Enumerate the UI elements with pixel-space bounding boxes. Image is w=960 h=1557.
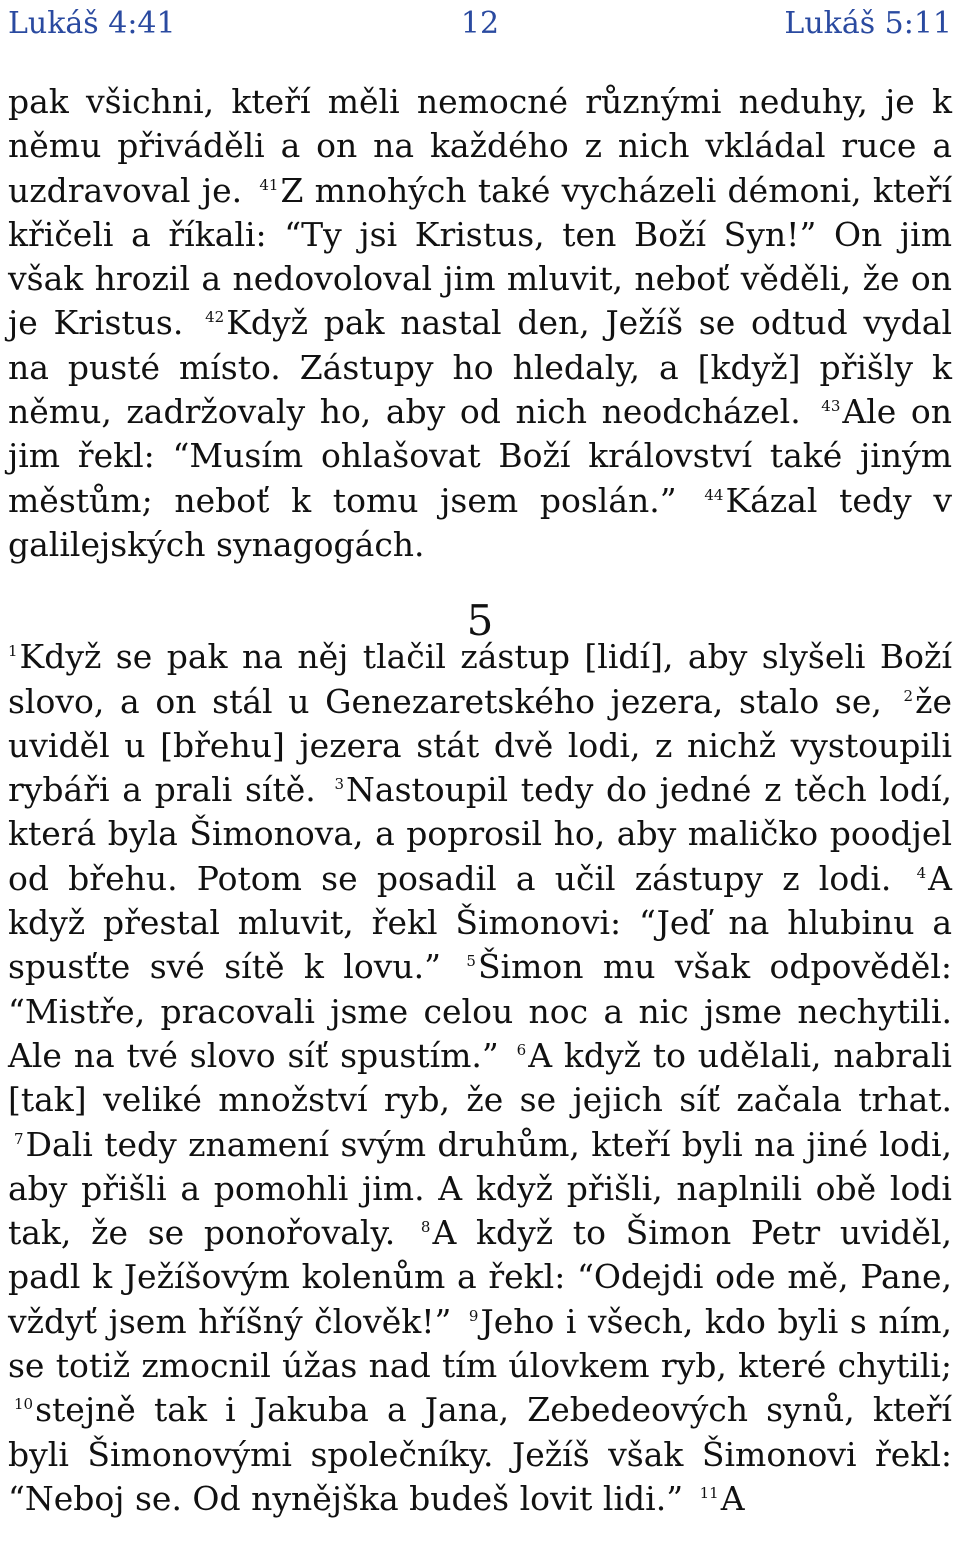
verse-number: 6 — [516, 1040, 527, 1059]
verse-text: Z mnohých také vycházeli démoni, kteří křičeli a říkali: “Ty jsi Kristus, ten Boží Syn!” On jim však hrozil a nedovoloval jim mluvit, neboť věděli, že on je Kristus. — [8, 170, 952, 343]
verse-number: 3 — [334, 775, 345, 794]
verse-number: 2 — [903, 686, 914, 705]
verse-number: 42 — [205, 308, 225, 327]
verse-number: 5 — [466, 952, 476, 971]
verse-number: 9 — [468, 1306, 479, 1325]
verse-text: Když se pak na něj tlačil zástup [lidí], aby slyšeli Boží slovo, a on stál u Genezaretského jezera, stalo se, — [8, 637, 952, 721]
verse-number: 7 — [14, 1129, 24, 1148]
verse-text: stejně tak i Jakuba a Jana, Zebedeových synů, kteří byli Šimonovými společníky. Ježíš však Šimonovi řekl: “Neboj se. Od nynějška budeš lovit lidi.” — [8, 1390, 952, 1518]
page-number: 12 — [460, 6, 500, 41]
running-header — [8, 2, 952, 46]
verse-text: A když přestal mluvit, řekl Šimonovi: “Jeď na hlubinu a spusťte své sítě k lovu.” — [8, 858, 952, 987]
verse-number: 1 — [8, 642, 18, 661]
verse-text: A když to udělali, nabrali [tak] veliké množství ryb, že se jejich síť začala trhat. — [8, 1035, 952, 1120]
verse-number: 8 — [420, 1218, 431, 1237]
verse-text: A — [720, 1478, 745, 1518]
verse-number: 41 — [259, 175, 279, 194]
verse-text: Dali tedy znamení svým druhům, kteří byli na jiné lodi, aby přišli a pomohli jim. A když přišli, naplnili obě lodi tak, že se ponořovaly. — [8, 1124, 952, 1253]
verse-number: 11 — [699, 1483, 719, 1502]
verse-number: 43 — [821, 397, 841, 416]
verse-text: Když pak nastal den, Ježíš se odtud vydal na pusté místo. Zástupy ho hledaly, a [když] přišly k němu, zadržovaly ho, aby od nich neodcházel. — [8, 303, 953, 432]
verse-text: Ale on jim řekl: “Musím ohlašovat Boží království také jiným městům; neboť k tomu jsem poslán.” — [8, 392, 952, 520]
verse-text: Šimon mu však odpověděl: “Mistře, pracovali jsme celou noc a nic jsme nechytili. Ale na tvé slovo síť spustím.” — [8, 947, 952, 1075]
verse-number: 44 — [704, 485, 724, 504]
verse-number: 4 — [916, 863, 927, 882]
verse-40-continuation: pak všichni, kteří měli nemocné různými neduhy, je k němu přiváděli a on na každého z nich vkládal ruce a uzdravoval je. — [8, 82, 952, 210]
verse-text: Kázal tedy v galilejských synagogách. — [8, 480, 952, 564]
scripture-text — [8, 80, 952, 1521]
verse-number: 10 — [14, 1395, 34, 1414]
verse-text: A když to Šimon Petr uviděl, padl k Ježíšovým kolenům a řekl: “Odejdi ode mě, Pane, vždyť jsem hříšný člověk!” — [8, 1213, 952, 1341]
verse-text: Jeho i všech, kdo byli s ním, se totiž zmocnil úžas nad tím úlovkem ryb, které chytili; — [8, 1301, 952, 1386]
verse-text: Nastoupil tedy do jedné z těch lodí, která byla Šimonova, a poprosil ho, aby maličko poodjel od břehu. Potom se posadil a učil zástupy z lodi. — [8, 770, 952, 898]
paragraph-chapter-4 — [8, 80, 952, 567]
paragraph-chapter-5 — [8, 635, 952, 1521]
header-start-reference: Lukáš 4:41 — [8, 6, 176, 41]
verse-text: že uviděl u [břehu] jezera stát dvě lodi, z nichž vystoupili rybáři a prali sítě. — [8, 681, 952, 810]
header-end-reference: Lukáš 5:11 — [784, 6, 952, 41]
chapter-number: 5 — [466, 596, 494, 646]
